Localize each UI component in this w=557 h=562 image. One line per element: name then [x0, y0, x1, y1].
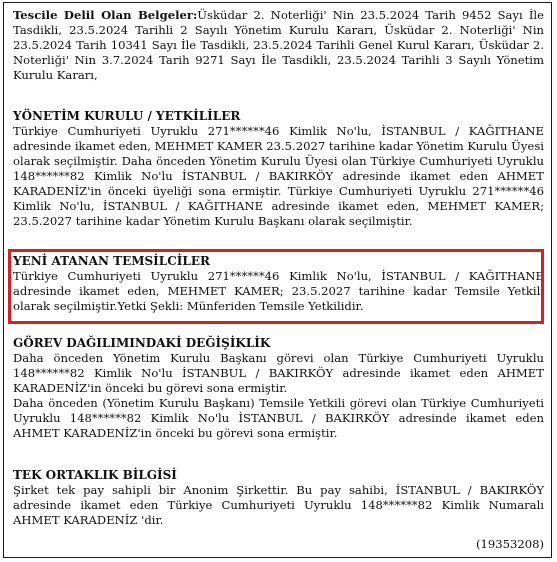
sole-partner-paragraph: Şirket tek pay sahipli bir Anonim Şirkettir. Bu pay sahibi, İSTANBUL / BAKIRKÖY adresinde ikamet eden Türkiye Cumhuriyeti Uyruklu 148******82 Kimlik Numaralı AHMET KARADENİZ 'dir. [13, 483, 544, 527]
duty-change-heading: GÖREV DAĞILIMINDAKİ DEĞİŞİKLİK [13, 336, 271, 350]
highlight-box [8, 249, 544, 324]
registration-section [13, 8, 544, 83]
board-paragraph: Türkiye Cumhuriyeti Uyruklu 271******46 Kimlik No'lu, İSTANBUL / KAĞITHANE adresinde ikamet eden, MEHMET KAMER 23.5.2027 tarihine kadar Yönetim Kurulu Üyesi olarak seçilmiştir. Daha önceden Yönetim Kurulu Üyesi olan Türkiye Cumhuriyeti Uyruklu 148******82 Kimlik No'lu İSTANBUL / BAKIRKÖY adresinde ikamet eden AHMET KARADENİZ'in önceki üyeliği sona ermiştir. Türkiye Cumhuriyeti Uyruklu 271******46 Kimlik No'lu, İSTANBUL / KAĞITHANE adresinde ikamet eden, MEHMET KAMER; 23.5.2027 tarihine kadar Yönetim Kurulu Başkanı olarak seçilmiştir. [13, 124, 544, 228]
sole-partner-section [13, 468, 544, 528]
new-reps-paragraph: Türkiye Cumhuriyeti Uyruklu 271******46 Kimlik No'lu, İSTANBUL / KAĞITHANE adresinde ikamet eden, MEHMET KAMER; 23.5.2027 tarihine kadar Temsile Yetkili olarak seçilmiştir.Yetki Şekli: Münferiden Temsile Yetkilidir. [13, 269, 544, 313]
board-heading: YÖNETİM KURULU / YETKİLİLER [13, 109, 241, 123]
sole-partner-heading: TEK ORTAKLIK BİLGİSİ [13, 468, 177, 482]
board-section [13, 109, 544, 229]
gazette-notice-box [3, 2, 552, 558]
new-reps-section [13, 254, 544, 314]
duty-change-paragraph-2: Daha önceden (Yönetim Kurulu Başkanı) Temsile Yetkili görevi olan Türkiye Cumhuriyeti Uyruklu 148******82 Kimlik No'lu İSTANBUL / BAKIRKÖY adresinde ikamet eden AHMET KARADENİZ'in önceki bu görevi sona ermiştir. [13, 396, 544, 440]
duty-change-section [13, 336, 544, 441]
registration-text: Üsküdar 2. Noterliği' Nin 23.5.2024 Tarih 9452 Sayı İle Tasdikli, 23.5.2024 Tarihli 2 Sayılı Yönetim Kurulu Kararı, Üsküdar 2. Noterliği' Nin 23.5.2024 Tarih 10341 Sayı İle Tasdikli, 23.5.2024 Tarihli Genel Kurul Kararı, Üsküdar 2. Noterliği' Nin 3.7.2024 Tarih 9271 Sayı İle Tasdikli, 23.5.2024 Tarihli 3 Sayılı Yönetim Kurulu Kararı, [13, 8, 545, 82]
reference-number: (19353208) [475, 537, 544, 551]
registration-paragraph [13, 8, 544, 83]
new-reps-heading: YENİ ATANAN TEMSİLCİLER [13, 254, 210, 268]
duty-change-paragraph-1: Daha önceden Yönetim Kurulu Başkanı görevi olan Türkiye Cumhuriyeti Uyruklu 148******82 Kimlik No'lu İSTANBUL / BAKIRKÖY adresinde ikamet eden AHMET KARADENİZ'in önceki bu görevi sona ermiştir. [13, 351, 544, 395]
registration-label: Tescile Delil Olan Belgeler: [13, 8, 198, 22]
